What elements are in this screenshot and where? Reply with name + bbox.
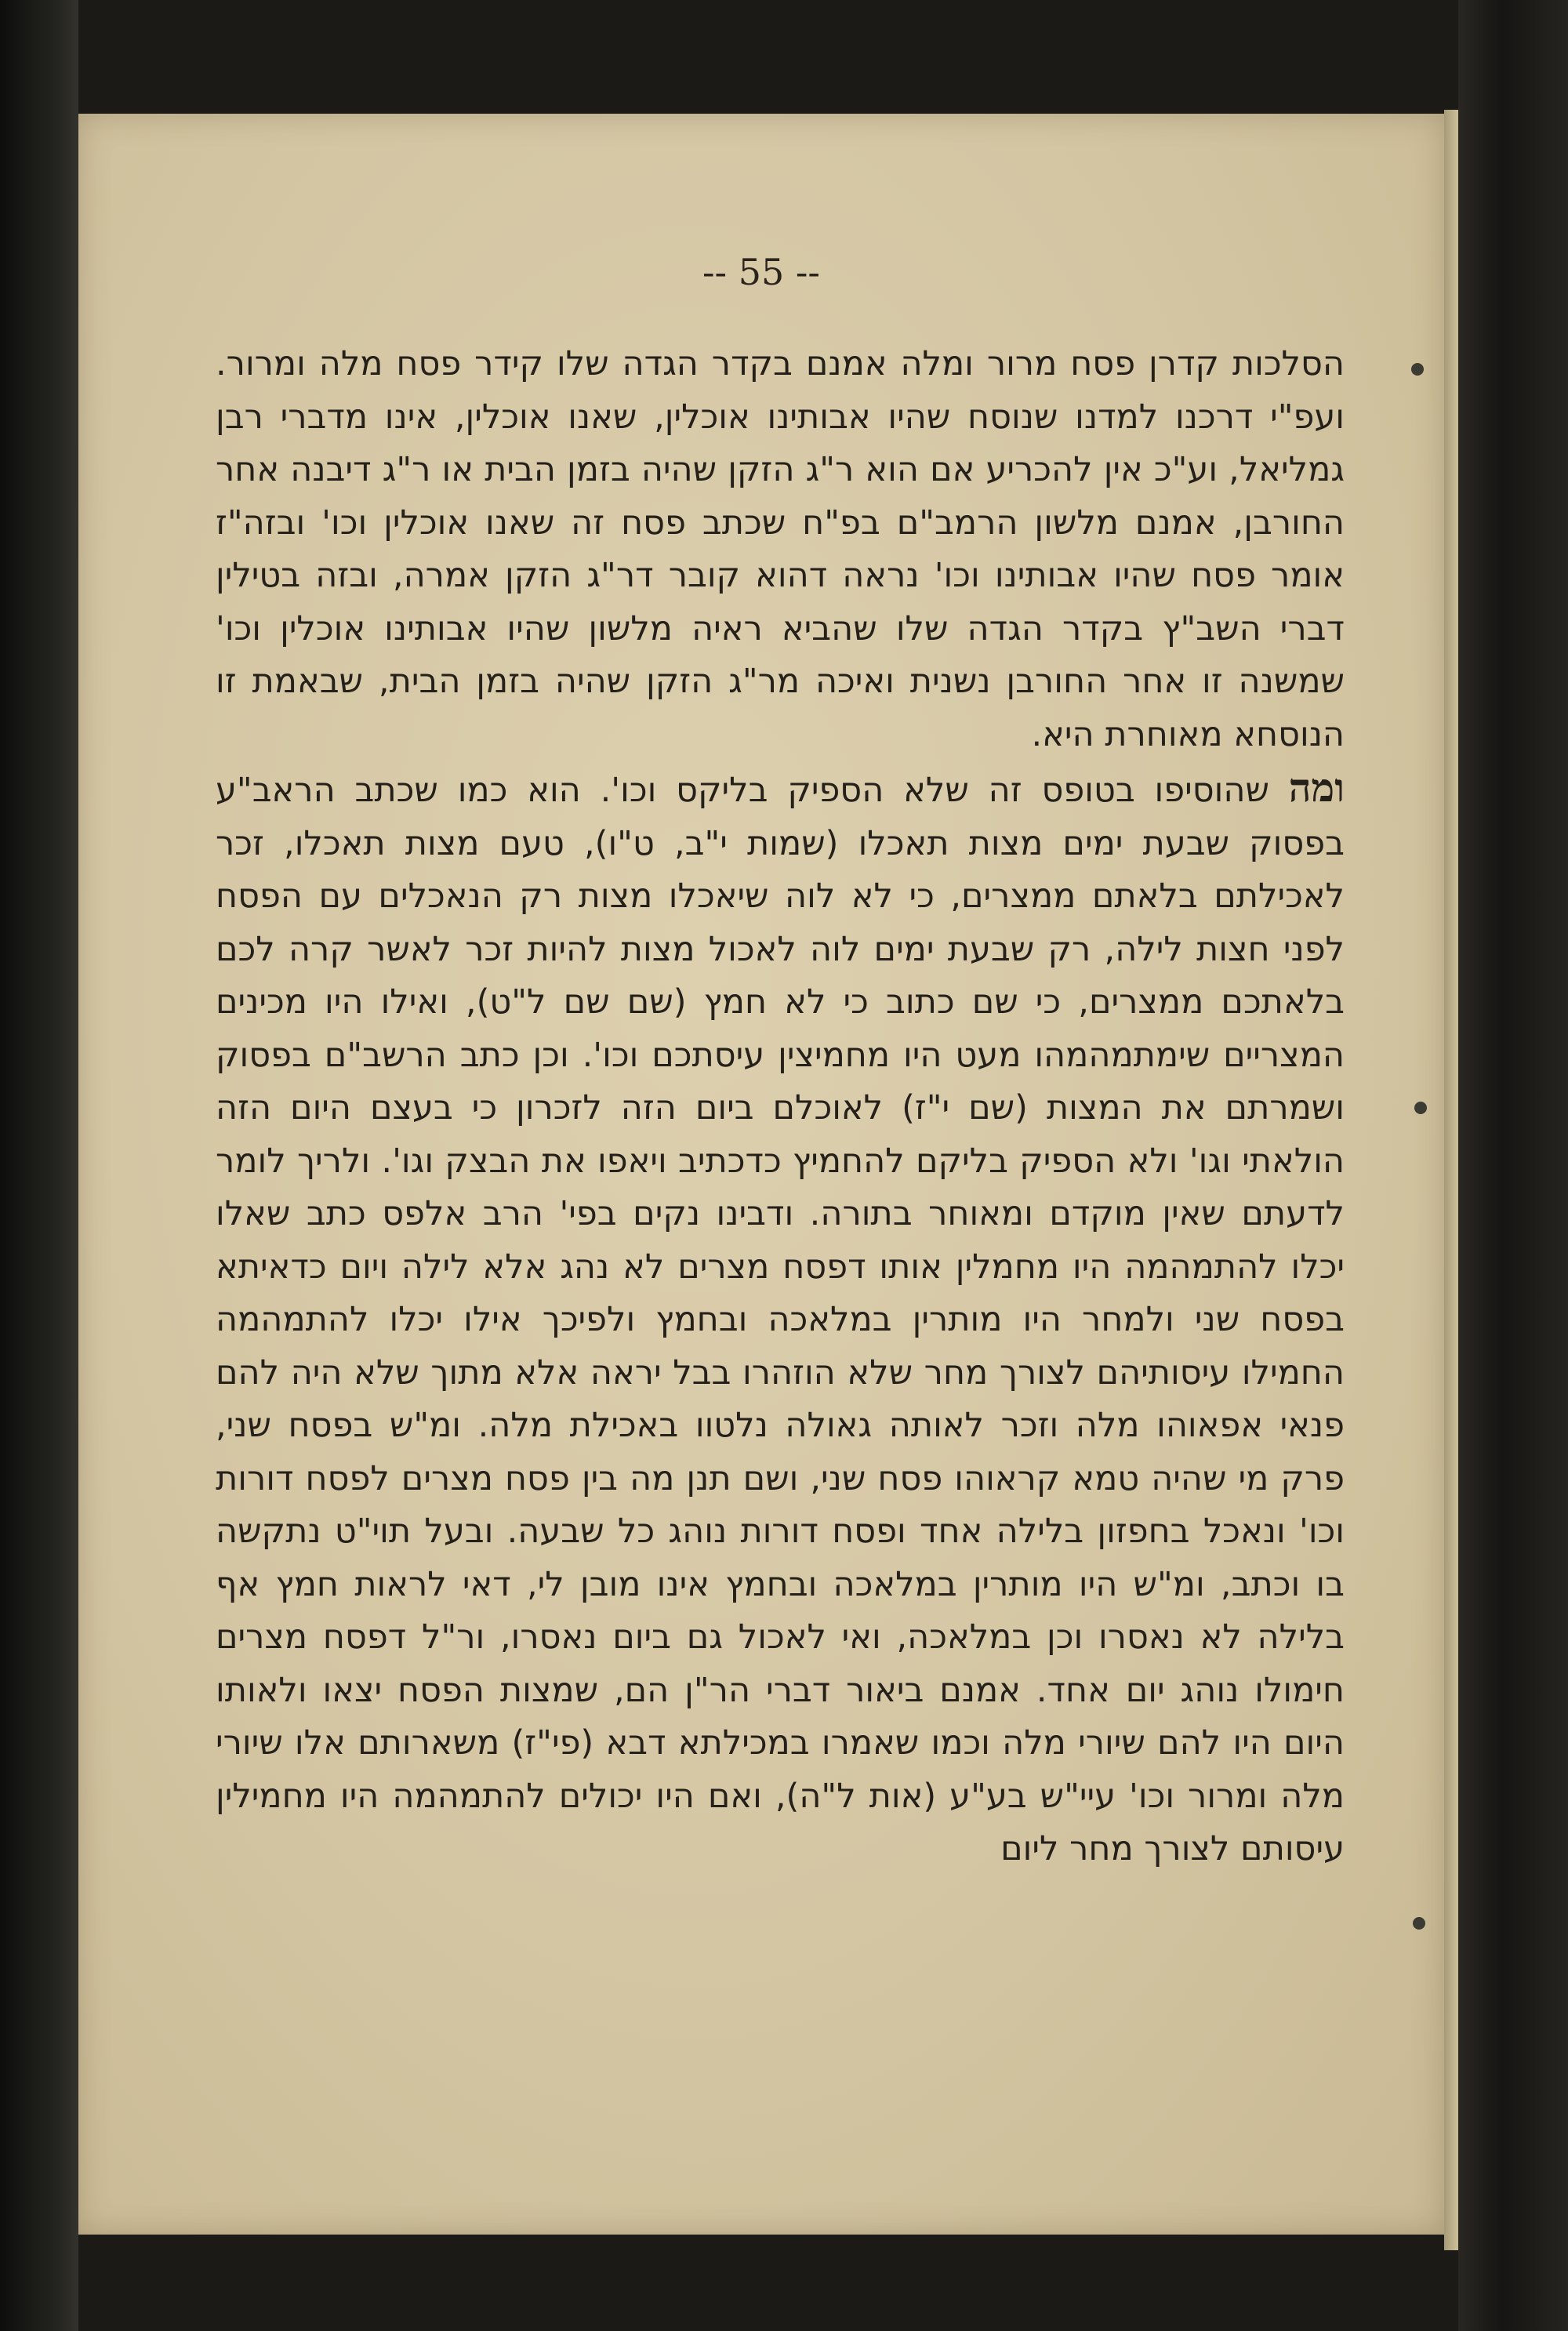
book-binding-right	[1458, 0, 1568, 2331]
paragraph	[216, 338, 1345, 761]
binding-thread-hole	[1411, 363, 1424, 376]
paragraph-lead-word: ומה	[1288, 764, 1345, 811]
binding-thread-hole	[1414, 1102, 1427, 1114]
paragraph-text: שהוסיפו בטופס זה שלא הספיק בליקס וכו'. הוא כמו שכתב הראב"ע בפסוק שבעת ימים מצות תאכלו (שמות י"ב, ט"ו), טעם מצות תאכלו, זכר לאכילתם בלאתם ממצרים, כי לא לוה שיאכלו מצות רק הנאכלים עם הפסח לפני חצות לילה, רק שבעת ימים לוה לאכול מצות להיות זכר לאשר קרה לכם בלאתכם ממצרים, כי שם כתוב כי לא חמץ (שם שם ל"ט), ואילו היו מכינים המצריים שימתמהמהו מעט היו מחמיצין עיסתכם וכו'. וכן כתב הרשב"ם בפסוק ושמרתם את המצות (שם י"ז) לאוכלם ביום הזה לזכרון כי בעצם היום הזה הולאתי וגו' ולא הספיק בליקם להחמיץ כדכתיב ויאפו את הבצק וגו'. ולריך לומר לדעתם שאין מוקדם ומאוחר בתורה. ודבינו נקים בפי' הרב אלפס כתב שאלו יכלו להתמהמה היו מחמלין אותו דפסח מצרים לא נהג אלא לילה ויום כדאיתא בפסח שני ולמחר היו מותרין במלאכה ובחמץ ולפיכך אילו יכלו להתמהמה החמילו עיסותיהם לצורך מחר שלא הוזהרו בבל יראה אלא מתוך שלא היה להם פנאי אפאוהו מלה וזכר לאותה גאולה נלטוו באכילת מלה. ומ"ש בפסח שני, פרק מי שהיה טמא קראוהו פסח שני, ושם תנן מה בין פסח מצרים לפסח דורות וכו' ונאכל בחפזון בלילה אחד ופסח דורות נוהג כל שבעה. ובעל תוי"ט נתקשה בו וכתב, ומ"ש היו מותרין במלאכה ובחמץ אינו מובן לי, דאי לראות חמץ אף בלילה לא נאסרו וכן במלאכה, ואי לאכול גם ביום נאסרו, ור"ל דפסח מצרים חימולו נוהג יום אחד. אמנם ביאור דברי הר"ן הם, שמצות הפסח יצאו ולאותו היום היו להם שיורי מלה וכמו שאמרו במכילתא דבא (פי"ז) משארותם אלו שיורי מלה ומרור וכו' עיי"ש בע"ע (אות ל"ה), ואם היו יכולים להתמהמה היו מחמילין עיסותם לצורך מחר ליום	[216, 771, 1345, 1868]
paragraph-text: הסלכות קדרן פסח מרור ומלה אמנם בקדר הגדה שלו קידר פסח מלה ומרור. ועפ"י דרכנו למדנו שנוסח שהיו אבותינו אוכלין, שאנו אוכלין, אינו מדברי רבן גמליאל, וע"כ אין להכריע אם הוא ר"ג הזקן שהיה בזמן הבית או ר"ג דיבנה אחר החורבן, אמנם מלשון הרמב"ם בפ"ח שכתב פסח זה שאנו אוכלין וכו' ובזה"ז אומר פסח שהיו אבותינו וכו' נראה דהוא קובר דר"ג הזקן אמרה, ובזה בטילין דברי השב"ץ בקדר הגדה שלו שהביא ראיה מלשון שהיו אבותינו אוכלין וכו' שמשנה זו אחר החורבן נשנית ואיכה מר"ג הזקן שהיה בזמן הבית, שבאמת זו הנוסחא מאוחרת היא.	[216, 344, 1345, 754]
binding-thread-hole	[1413, 1917, 1425, 1930]
book-binding-left	[0, 0, 78, 2331]
page-body	[216, 338, 1345, 1876]
book-page	[78, 114, 1444, 2235]
page-number: -- 55 --	[702, 251, 820, 293]
paragraph	[216, 761, 1345, 1876]
